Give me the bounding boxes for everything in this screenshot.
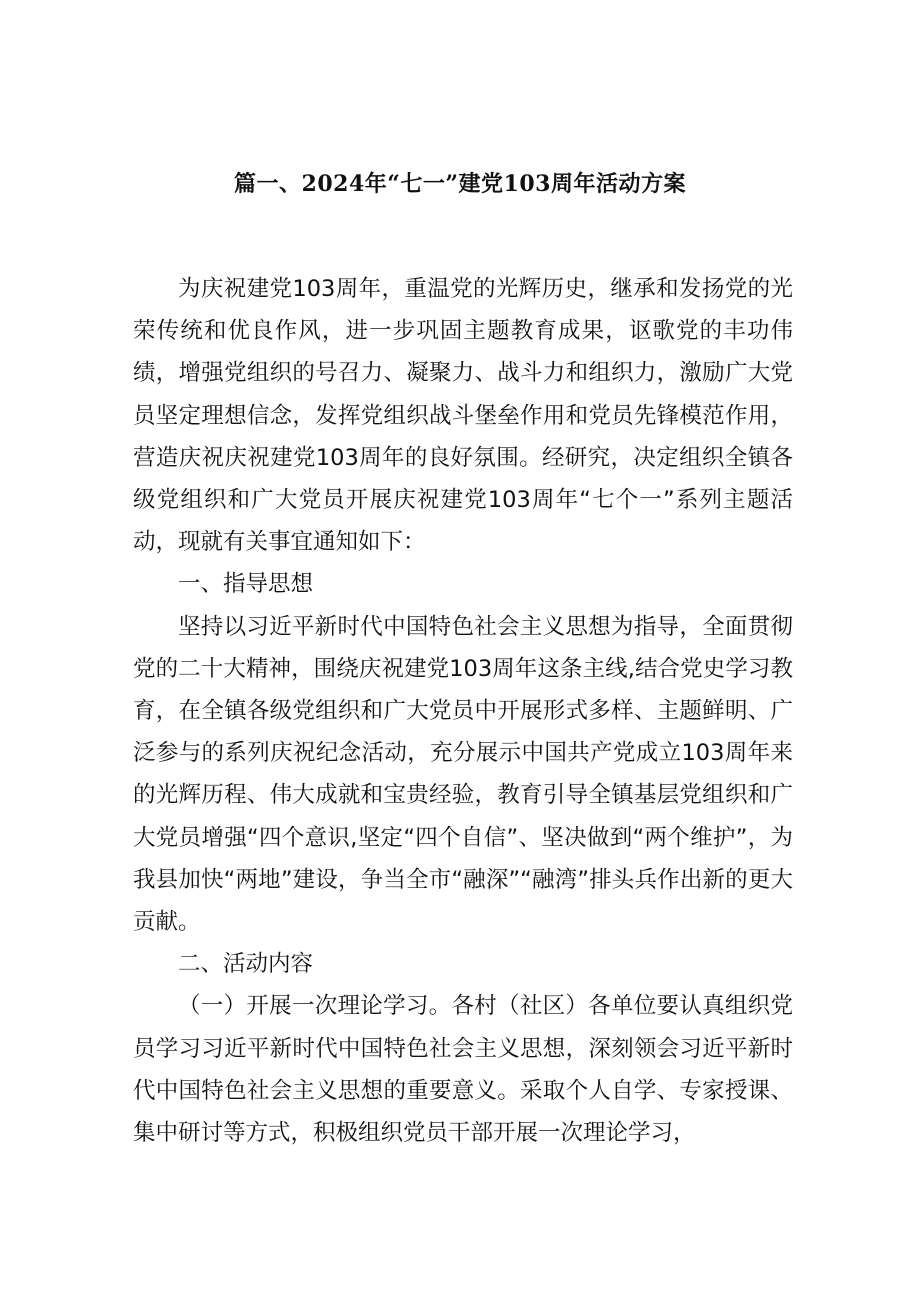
section-heading-activity-content: 二、活动内容	[178, 951, 314, 978]
document-body	[133, 268, 793, 1154]
activity-item-paragraph: （一）开展一次理论学习。各村（社区）各单位要认真组织党员学习习近平新时代中国特色社会主义思想，深刻领会习近平新时代中国特色社会主义思想的重要意义。采取个人自学、专家授课、集中研讨等方式，积极组织党员干部开展一次理论学习，	[133, 993, 793, 1147]
intro-paragraph: 为庆祝建党103周年，重温党的光辉历史，继承和发扬党的光荣传统和优良作风，进一步巩固主题教育成果，讴歌党的丰功伟绩，增强党组织的号召力、凝聚力、战斗力和组织力，激励广大党员坚定理想信念，发挥党组织战斗堡垒作用和党员先锋模范作用，营造庆祝庆祝建党103周年的良好氛围。经研究，决定组织全镇各级党组织和广大党员开展庆祝建党103周年“七个一”系列主题活动，现就有关事宜通知如下：	[133, 276, 793, 556]
section-heading-guiding-ideology: 一、指导思想	[178, 571, 314, 598]
guiding-ideology-paragraph: 坚持以习近平新时代中国特色社会主义思想为指导，全面贯彻党的二十大精神，围绕庆祝建党103周年这条主线,结合党史学习教育，在全镇各级党组织和广大党员中开展形式多样、主题鲜明、广泛参与的系列庆祝纪念活动，充分展示中国共产党成立103周年来的光辉历程、伟大成就和宝贵经验，教育引导全镇基层党组织和广大党员增强“四个意识,坚定“四个自信”、坚决做到“两个维护”，为我县加快“两地”建设，争当全市“融深”“融湾”排头兵作出新的更大贡献。	[133, 613, 793, 936]
document-title: 篇一、2024年“七一”建党103周年活动方案	[234, 171, 686, 197]
